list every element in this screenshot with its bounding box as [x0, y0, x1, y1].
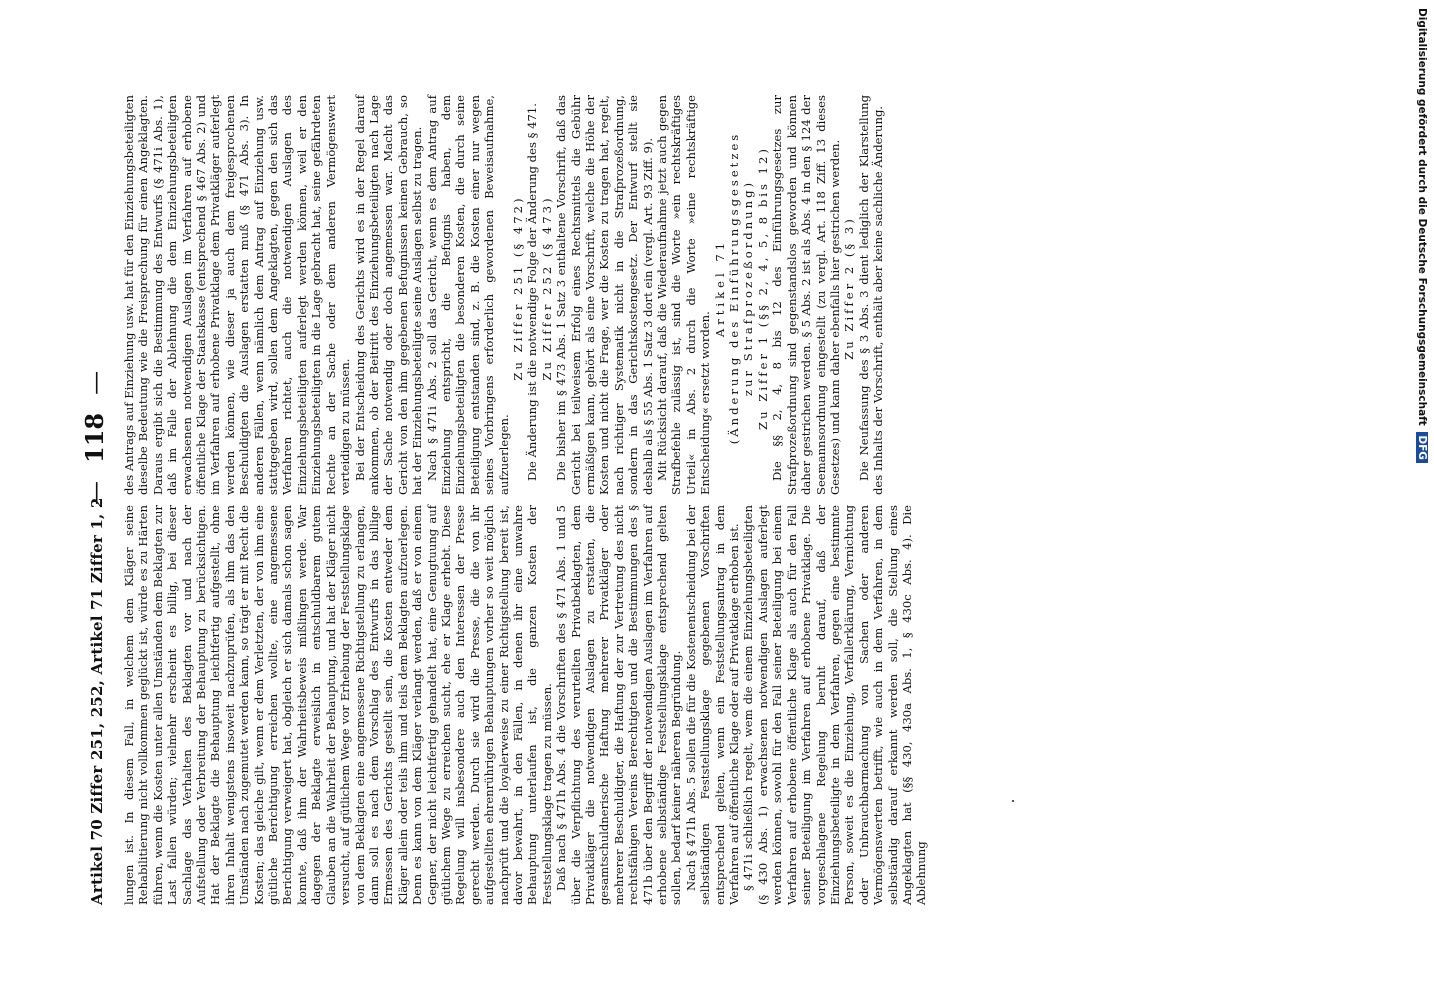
article-subtitle: (Änderung des Einführungsgesetzes	[727, 131, 742, 445]
page-number: — 118 —	[80, 371, 109, 505]
watermark-text: Digitalisierung gefördert durch die Deutsche Forschungsgemeinschaft	[1416, 8, 1428, 426]
paragraph: des Antrags auf Einziehung usw. hat für den Einziehungsbeteiligten dieselbe Bedeutung wie die Freisprechung für einen Angeklagten. Daraus ergibt sich die Bestimmung des Entwurfs (§ 471i Abs. 1), daß im Falle der Ablehnung die dem Einziehungsbeteiligten erwachsenen notwendigen Auslagen im Verfahren auf erhobene öffentliche Klage der Staatskasse (entsprechend § 467 Abs. 2) und im Verfahren auf erhobene Privatklage dem Privatkläger auferlegt werden können, wie dieser ja auch dem freigesprochenen Beschuldigten die Auslagen erstatten muß (§ 471 Abs. 3). In anderen Fällen, wenn nämlich dem Antrag auf Einziehung usw. stattgegeben wird, sollen dem Angeklagten, gegen den sich das Verfahren richtet, auch die notwendigen Auslagen des Einziehungsbeteiligten auferlegt werden können, weil er den Einziehungsbeteiligten in die Lage gebracht hat, seine gefährdeten Rechte an der Sache oder dem anderen Vermögenswert verteidigen zu müssen.	[122, 94, 353, 495]
section-heading: Zu Ziffer 251 (§ 472)	[510, 195, 525, 381]
article-subtitle: zur Strafprozeßordnung)	[741, 179, 756, 397]
paragraph: Die bisher im § 473 Abs. 1 Satz 3 enthaltene Vorschrift, daß das Gericht bei teilweisem Erfolg eines Rechtsmittels die Gebühr ermäßigen kann, gehört als eine Vorschrift, welche die Höhe der Kosten und nicht die Frage, wer die Kosten zu tragen hat, regelt, nach richtiger Systematik nicht in die Strafprozeßordnung, sondern in das Gerichtskostengesetz. Der Entwurf stellt sie deshalb als § 55 Abs. 1 Satz 3 dort ein (vergl. Art. 93 Ziff. 9).	[554, 95, 655, 495]
text-column-right	[122, 95, 886, 495]
paragraph: lungen ist. In diesem Fall, in welchem dem Kläger seine Rehabilitierung nicht vollkommen geglückt ist, würde es zu Härten führen, wenn die Kosten unter allen Umständen dem Beklagten zur Last fallen würden; vielmehr erscheint es billig, bei dieser Sachlage das Verhalten des Beklagten vor und nach der Aufstellung oder Verbreitung der Behauptung zu berücksichtigen. Hat der Beklagte die Behauptung leichtfertig aufgestellt, ohne ihren Inhalt wenigstens insoweit nachzuprüfen, als ihm das den Umständen nach zugemutet werden kann, so trägt er mit Recht die Kosten; das gleiche gilt, wenn er dem Verletzten, der von ihm eine gütliche Berichtigung erreichen wollte, eine angemessene Berichtigung verweigert hat, obgleich er sich damals schon sagen konnte, daß ihm der Wahrheitsbeweis mißlingen werde. War dagegen der Beklagte erweislich in entschuldbarem gutem Glauben an die Wahrheit der Behauptung, und hat der Kläger nicht versucht, auf gütlichem Wege vor Erhebung der Feststellungsklage von dem Beklagten eine angemessene Richtigstellung zu erlangen, dann soll es nach dem Vorschlag des Entwurfs in das billige Ermessen des Gerichts gestellt sein, die Kosten entweder dem Kläger allein oder teils ihm und teils dem Beklagten aufzuerlegen. Denn es kann von dem Kläger verlangt werden, daß er von einem Gegner, der nicht leichtfertig gehandelt hat, eine Genugtuung auf gütlichem Wege zu erreichen sucht, ehe er Klage erhebt. Diese Regelung will insbesondere auch den Interessen der Presse gerecht werden. Durch sie wird die Presse, die die von ihr aufgestellten ehrenrührigen Behauptungen vorher so weit möglich nachprüft und die loyalerweise zu einer Richtigstellung bereit ist, davor bewahrt, in den Fällen, in denen ihr eine unwahre Behauptung unterlaufen ist, die ganzen Kosten der Feststellungsklage tragen zu müssen.	[122, 505, 554, 905]
digitization-watermark	[1412, 8, 1428, 718]
page-header	[80, 95, 120, 905]
dfg-logo: DFG	[1416, 432, 1428, 463]
paragraph: Mit Rücksicht darauf, daß die Wiederaufnahme jetzt auch gegen Strafbefehle zulässig ist, sind die Worte »ein rechtskräftiges Urteil« in Abs. 2 durch die Worte »eine rechtskräftige Entscheidung« ersetzt worden.	[655, 95, 713, 495]
article-heading: Artikel 71	[712, 238, 727, 338]
section-heading: Zu Ziffer 1 (§§ 2, 4, 5, 8 bis 12)	[755, 146, 770, 430]
paragraph: Bei der Entscheidung des Gerichts wird es in der Regel darauf ankommen, ob der Beitritt des Einziehungsbeteiligten nach Lage der Sache notwendig oder doch angemessen war. Macht das Gericht von den ihm gegebenen Befugnissen keinen Gebrauch, so hat der Einziehungsbeteiligte seine Auslagen selbst zu tragen.	[352, 95, 425, 495]
scan-speck	[1012, 800, 1014, 802]
text-column-left	[122, 505, 929, 905]
paragraph: Die §§ 2, 4, 8 bis 12 des Einführungsgesetzes zur Strafprozeßordnung sind gegenstandslos geworden und können daher gestrichen werden. § 5 Abs. 2 ist als Abs. 4 in den § 124 der Seemannsordnung eingestellt (zu vergl. Art. 118 Ziff. 13 dieses Gesetzes) und kann daher ebenfalls hier gestrichen werden.	[770, 95, 842, 495]
paragraph: Die Neufassung des § 3 Abs. 3 dient lediglich der Klarstellung des Inhalts der Vorschrift, enthält aber keine sachliche Änderung.	[856, 95, 886, 495]
section-heading: Zu Ziffer 2 (§ 3)	[842, 216, 857, 360]
paragraph: § 471i schließlich regelt, wem die einem Einziehungsbeteiligten (§ 430 Abs. 1) erwachsenen notwendigen Auslagen auferlegt werden können, sowohl für den Fall seiner Beteiligung bei einem Verfahren auf erhobene öffentliche Klage als auch für den Fall seiner Beteiligung im Verfahren auf erhobene Privatklage. Die vorgeschlagene Regelung beruht darauf, daß der Einziehungsbeteiligte in dem Verfahren, gegen eine bestimmte Person, soweit es die Einziehung, Verfallerklärung, Vernichtung oder Unbrauchbarmachung von Sachen oder anderen Vermögenswerten betrifft, wie auch in dem Verfahren, in dem selbständig darauf erkannt werden soll, die Stellung eines Angeklagten hat (§§ 430, 430a Abs. 1, § 430c Abs. 4). Die Ablehnung	[741, 505, 929, 905]
section-heading: Zu Ziffer 252 (§ 473)	[539, 195, 554, 381]
running-header: Artikel 70 Ziffer 251, 252, Artikel 71 Ziffer 1, 2	[88, 497, 106, 905]
paragraph: Nach § 471h Abs. 5 sollen die für die Kostenentscheidung bei der selbständigen Feststellungsklage gegebenen Vorschriften entsprechend gelten, wenn ein Feststellungsantrag in dem Verfahren auf öffentliche Klage oder auf Privatklage erhoben ist.	[683, 505, 742, 905]
paragraph: Daß nach § 471h Abs. 4 die Vorschriften des § 471 Abs. 1 und 5 über die Verpflichtung des verurteilten Privatbeklagten, dem Privatkläger die notwendigen Auslagen zu erstatten, die gesamtschuldnerische Haftung mehrerer Privatkläger oder mehrerer Beschuldigter, die Haftung der zur Vertretung des nicht rechtsfähigen Vereins Berechtigten und die Bestimmungen des § 471b über den Begriff der notwendigen Auslagen im Verfahren auf erhobene selbständige Feststellungsklage entsprechend gelten sollen, bedarf keiner näheren Begründung.	[554, 505, 684, 905]
paragraph: Die Änderung ist die notwendige Folge der Änderung des § 471.	[525, 103, 540, 481]
paragraph: Nach § 471i Abs. 2 soll das Gericht, wenn es dem Antrag auf Einziehung entspricht, die Befugnis haben, dem Einziehungsbeteiligten die besonderen Kosten, die durch seine Beteiligung entstanden sind, z. B. die Kosten einer nur wegen seines Vorbringens erforderlich gewordenen Beweisaufnahme, aufzuerlegen.	[424, 95, 511, 495]
